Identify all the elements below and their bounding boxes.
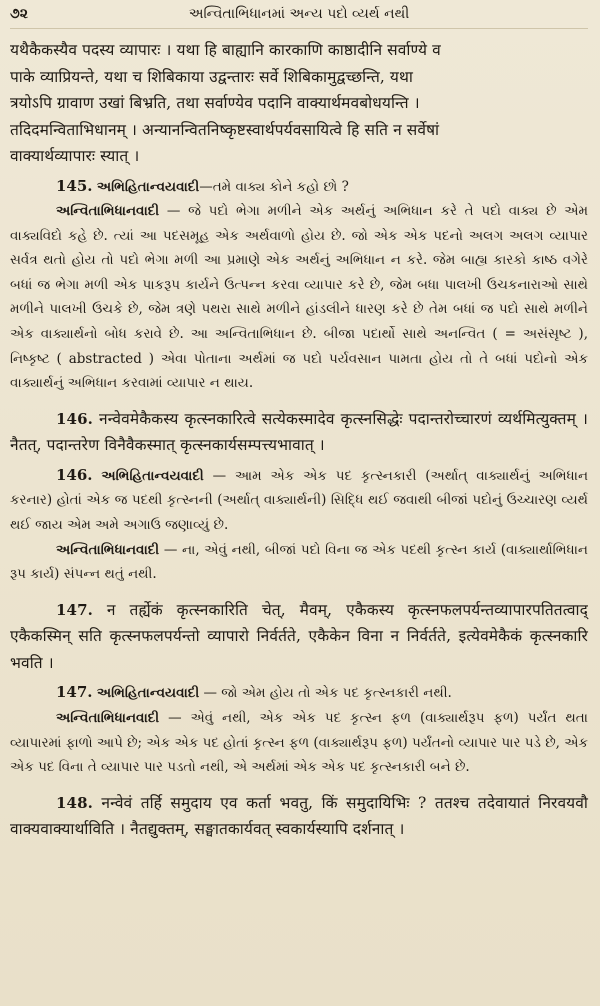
speaker-label: અન્વિતાભિધાનવાદી — [56, 203, 160, 220]
sanskrit-paragraph-146 — [10, 406, 588, 459]
paragraph-number: 147. — [56, 683, 93, 702]
paragraph-text: — જો એમ હોય તો એક પદ કૃત્સ્નકારી નથી. — [203, 685, 452, 702]
speaker-label: અન્વિતાભિધાનવાદી — [56, 709, 160, 726]
paragraph-number: 146. — [56, 409, 93, 428]
gujarati-paragraph-147-answer — [10, 706, 588, 780]
paragraph-text: नन्वेवमेकैकस्य कृत्स्नकारित्वे सत्येकस्मादेव कृत्स्नसिद्धेः पदान्तरोच्चारणं व्यर्थमित्युक्तम् । नैतत्, पदान्तरेण विनैवैकस्मात् कृत्स्नकार्यसम्पत्त्यभावात् । — [10, 409, 589, 455]
gujarati-paragraph-145-answer — [10, 199, 588, 396]
gujarati-paragraph-145-question — [10, 174, 588, 200]
paragraph-text: — એવું નથી, એક એક પદ કૃત્સ્ન ફળ (વાક્યાર્થરૂપ ફળ) પર્યંત થતા વ્યાપારમાં ફાળો આપે છે; એક એક પદ હોતાં કૃત્સ્ન ફળ (વાક્યાર્થરૂપ ફળ) પર્યંતનો વ્યાપાર પાર પડે છે, એક એક પદ વિના તે વ્યાપાર પાર પડતો નથી, એ અર્થમાં એક એક પદ કૃત્સ્નકારી બને છે. — [10, 709, 588, 776]
speaker-label: અન્વિતાભિધાનવાદી — [56, 541, 160, 558]
running-title: અન્વિતાભિધાનમાં અન્ય પદો વ્યર્થ નથી — [188, 6, 410, 22]
paragraph-text: — ના, એવું નથી, બીજાં પદો વિના જ એક પદથી કૃત્સ્ન કાર્ય (વાક્યાર્થાભિધાન રૂપ કાર્ય) સંપન્ન થતું નથી. — [10, 541, 588, 583]
text-line: वाक्यार्थव्यापारः स्यात् । — [10, 147, 140, 165]
paragraph-number: 146. — [56, 465, 93, 484]
text-line: त्रयोऽपि ग्रावाण उखां बिभ्रति, तथा सर्वाण्येव पदानि वाक्यार्थमवबोधयन्ति । — [10, 94, 420, 112]
text-line: तदिदमन्विताभिधानम् । अन्यानन्वितनिष्कृष्टस्वार्थपर्यवसायित्वे हि सति न सर्वेषां — [10, 120, 440, 139]
paragraph-text: न तर्ह्येकं कृत्स्नकारिति चेत्, मैवम्, एकैकस्य कृत्स्नफलपर्यन्तव्यापारपतितत्वाद् एकैकस्मिन् सति कृत्स्नफलपर्यन्तो व्यापारो निर्वर्तते, एकैकेन विना न निर्वर्तते, इत्येवमेकैकं कृत्स्नकारि भवति । — [10, 600, 588, 672]
speaker-label: અભિહિતાન્વયવાદી — [96, 685, 200, 702]
running-header — [10, 6, 588, 29]
page-number: ૭૨ — [10, 6, 28, 22]
paragraph-text: नन्वेवं तर्हि समुदाय एव कर्ता भवतु, किं समुदायिभिः ? ततश्च तदेवायातं निरवयवौ वाक्यवाक्यार्थाविति । नैतद्युक्तम्, सङ्घातकार्यवत् स्वकार्यस्यापि दर्शनात् । — [10, 793, 588, 839]
sanskrit-paragraph-147 — [10, 597, 588, 677]
text-line: पाके व्याप्रियन्ते, यथा च शिबिकाया उद्वन्तारः सर्वे शिबिकामुद्वच्छन्ति, यथा — [10, 67, 414, 86]
paragraph-text: —તમે વાક્ય કોને કહો છો ? — [199, 178, 349, 195]
paragraph-number: 147. — [56, 600, 93, 619]
paragraph-text: — આમ એક એક પદ કૃત્સ્નકારી (અર્થાત્ વાક્યાર્થનું અભિધાન કરનાર) હોતાં એક જ પદથી કૃત્સ્નની (અર્થાત્ વાક્યાર્થની) સિદ્ધિ થઈ જવાથી બીજાં પદોનું ઉચ્ચારણ વ્યર્થ થઈ જાય એમ અમે અગાઉ જણાવ્યું છે. — [10, 467, 588, 534]
speaker-label: અભિહિતાન્વયવાદી — [96, 178, 200, 195]
gujarati-paragraph-146-answer — [10, 538, 588, 587]
sanskrit-passage-continued — [10, 37, 588, 170]
gujarati-paragraph-146-question — [10, 463, 588, 538]
paragraph-number: 148. — [56, 793, 93, 812]
speaker-label: અભિહિતાન્વયવાદી — [101, 467, 204, 484]
text-line: यथैकैकस्यैव पदस्य व्यापारः । यथा हि बाह्यानि कारकाणि काष्ठादीनि सर्वाण्ये व — [10, 41, 441, 59]
paragraph-text: — જે પદો ભેગા મળીને એક અર્થનું અભિધાન કરે તે પદો વાક્ય છે એમ વાક્યવિદો કહે છે. ત્યાં આ પદસમૂહ એક અર્થવાળો હોય છે. જો એક એક પદનો અલગ અલગ વ્યાપાર સર્વત્ર થતો હોય તો પદો ભેગા મળી આ પ્રમાણે એક અર્થનું અભિધાન ન કરે. જેમ બાહ્ય કારકો કાષ્ઠ વગેરે બધાં જ ભેગા મળી એક પાકરૂપ કાર્યને ઉત્પન્ન કરવા વ્યાપાર કરે છે, જેમ બધા પાલખી ઉચકનારાઓ સાથે મળીને પાલખી ઉચકે છે, જેમ ત્રણે પથરા સાથે મળીને હાંડલીને ધારણ કરે છે તેમ બધાં જ પદો સાથે મળીને એક વાક્યાર્થનો બોધ કરાવે છે. આ અન્વિતાભિધાન છે. બીજા પદાર્થો સાથે અનન્વિત ( = અસંસૃષ્ટ ), નિષ્કૃષ્ટ ( abstracted ) એવા પોતાના અર્થમાં જ પદો પર્યવસાન પામતા હોય તો તે બધાં પદોનો એક વાક્યાર્થનું અભિધાન કરવામાં વ્યાપાર ન થાય. — [10, 203, 588, 392]
sanskrit-paragraph-148 — [10, 790, 588, 843]
paragraph-number: 145. — [56, 176, 93, 195]
gujarati-paragraph-147-question — [10, 680, 588, 706]
